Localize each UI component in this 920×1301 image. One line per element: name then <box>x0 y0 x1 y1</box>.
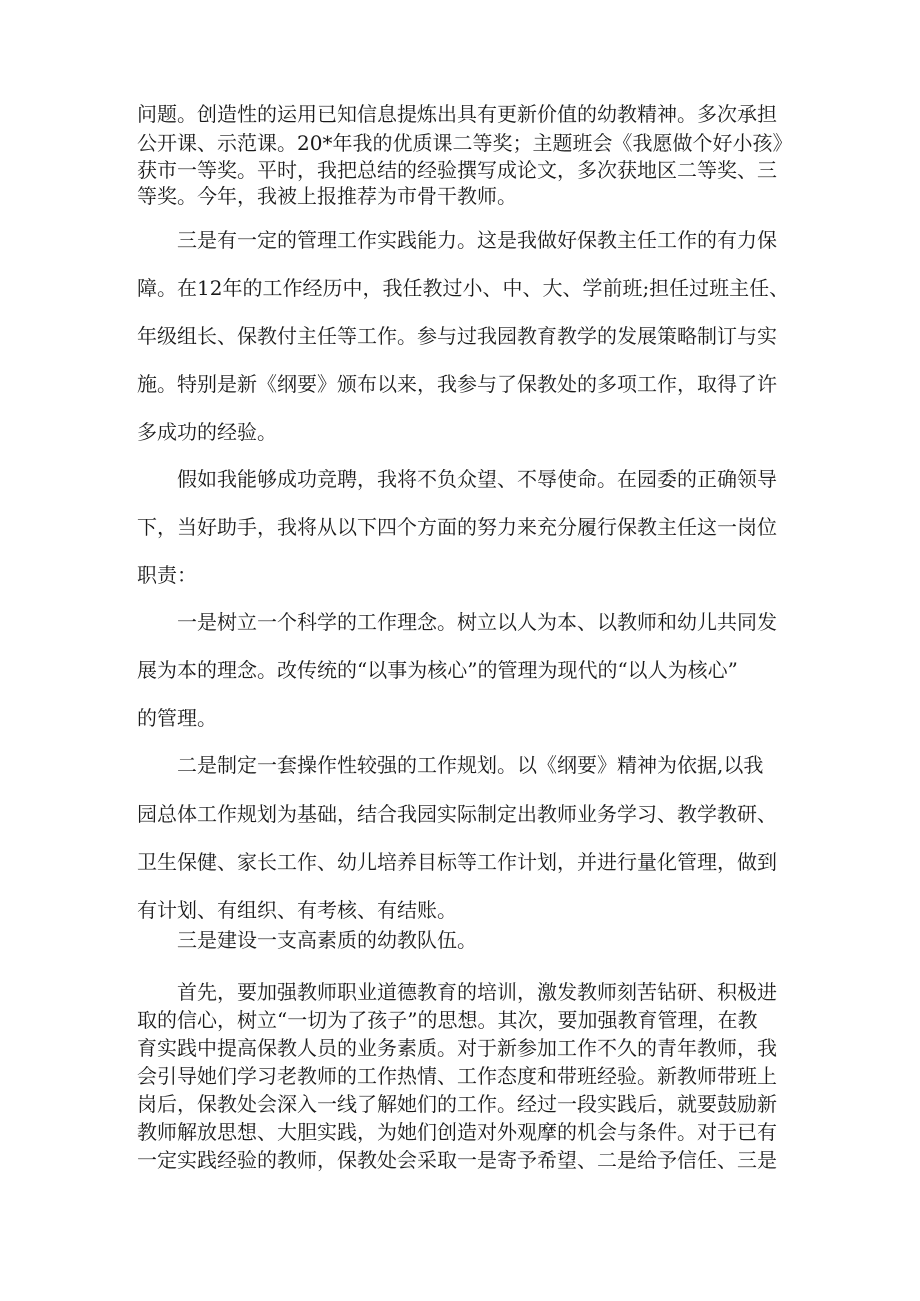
text-line: 岗后，保教处会深入一线了解她们的工作。经过一段实践后，就要鼓励新 <box>137 1092 777 1116</box>
text-line: 三是建设一支高素质的幼教队伍。 <box>177 928 477 952</box>
text-line: 三是有一定的管理工作实践能力。这是我做好保教主任工作的有力保 <box>177 228 777 252</box>
text-line: 的管理。 <box>137 706 217 730</box>
text-line: 问题。创造性的运用已知信息提炼出具有更新价值的幼教精神。多次承担 <box>137 102 777 126</box>
text-line: 多成功的经验。 <box>137 420 277 444</box>
text-line: 假如我能够成功竞聘，我将不负众望、不辱使命。在园委的正确领导 <box>177 467 777 491</box>
text-line: 展为本的理念。改传统的“以事为核心”的管理为现代的“以人为核心” <box>137 658 738 682</box>
text-line: 施。特别是新《纲要》颁布以来，我参与了保教处的多项工作，取得了许 <box>137 372 777 396</box>
text-line: 等奖。今年，我被上报推荐为市骨干教师。 <box>137 184 517 208</box>
text-line: 障。在12年的工作经历中，我任教过小、中、大、学前班;担任过班主任、 <box>137 276 790 300</box>
text-line: 卫生保健、家长工作、幼儿培养目标等工作计划，并进行量化管理，做到 <box>137 850 777 874</box>
text-line: 一定实践经验的教师，保教处会采取一是寄予希望、二是给予信任、三是 <box>137 1148 777 1172</box>
text-line: 一是树立一个科学的工作理念。树立以人为本、以教师和幼儿共同发 <box>177 610 777 634</box>
text-line: 首先，要加强教师职业道德教育的培训，激发教师刻苦钻研、积极进 <box>177 980 777 1004</box>
text-line: 园总体工作规划为基础，结合我园实际制定出教师业务学习、教学教研、 <box>137 802 777 826</box>
text-line: 教师解放思想、大胆实践，为她们创造对外观摩的机会与条件。对于已有 <box>137 1120 777 1144</box>
text-line: 年级组长、保教付主任等工作。参与过我园教育教学的发展策略制订与实 <box>137 324 777 348</box>
text-line: 取的信心，树立“一切为了孩子”的思想。其次，要加强教育管理，在教 <box>137 1008 758 1032</box>
text-line: 育实践中提高保教人员的业务素质。对于新参加工作不久的青年教师，我 <box>137 1036 777 1060</box>
text-line: 公开课、示范课。20*年我的优质课二等奖；主题班会《我愿做个好小孩》 <box>137 131 793 155</box>
text-line: 二是制定一套操作性较强的工作规划。以《纲要》精神为依据,以我 <box>177 753 764 777</box>
text-line: 职责： <box>137 563 197 587</box>
text-line: 会引导她们学习老教师的工作热情、工作态度和带班经验。新教师带班上 <box>137 1064 777 1088</box>
text-line: 有计划、有组织、有考核、有结账。 <box>137 898 457 922</box>
text-line: 获市一等奖。平时，我把总结的经验撰写成论文，多次获地区二等奖、三 <box>137 158 777 182</box>
text-line: 下，当好助手，我将从以下四个方面的努力来充分履行保教主任这一岗位 <box>137 515 777 539</box>
